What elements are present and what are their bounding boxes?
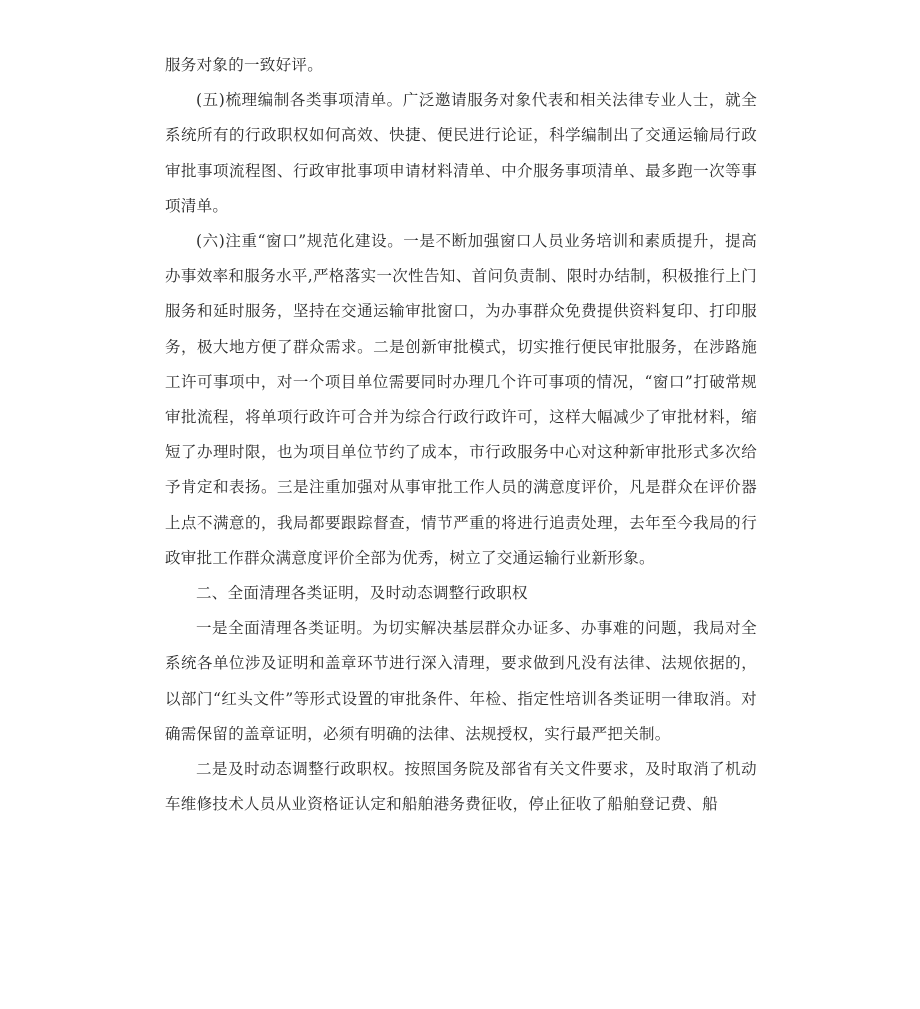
paragraph-clear-certificates: 一是全面清理各类证明。为切实解决基层群众办证多、办事难的问题，我局对全系统各单位涉及证明和盖章环节进行深入清理，要求做到凡没有法律、法规依据的，以部门“红头文件”等形式设置的审批条件、年检、指定性培训各类证明一律取消。对确需保留的盖章证明，必须有明确的法律、法规授权，实行最严把关制。 [165,619,757,743]
document-body [165,48,757,822]
paragraph-item-6: (六)注重“窗口”规范化建设。一是不断加强窗口人员业务培训和素质提升，提高办事效率和服务水平,严格落实一次性告知、首问负责制、限时办结制，积极推行上门服务和延时服务，坚持在交通运输审批窗口，为办事群众免费提供资料复印、打印服务，极大地方便了群众需求。二是创新审批模式，切实推行便民审批服务，在涉路施工许可事项中，对一个项目单位需要同时办理几个许可事项的情况，“窗口”打破常规审批流程，将单项行政许可合并为综合行政行政许可，这样大幅减少了审批材料，缩短了办理时限，也为项目单位节约了成本，市行政服务中心对这种新审批形式多次给予肯定和表扬。三是注重加强对从事审批工作人员的满意度评价，凡是群众在评价器上点不满意的，我局都要跟踪督查，情节严重的将进行追责处理，去年至今我局的行政审批工作群众满意度评价全部为优秀，树立了交通运输行业新形象。 [165,232,757,567]
section-heading-2: 二、全面清理各类证明，及时动态调整行政职权 [196,584,528,603]
paragraph-continuation: 服务对象的一致好评。 [165,56,324,74]
paragraph-adjust-powers: 二是及时动态调整行政职权。按照国务院及部省有关文件要求，及时取消了机动车维修技术人员从业资格证认定和船舶港务费征收，停止征收了船舶登记费、船 [165,760,757,814]
paragraph-item-5: (五)梳理编制各类事项清单。广泛邀请服务对象代表和相关法律专业人士，就全系统所有的行政职权如何高效、快捷、便民进行论证，科学编制出了交通运输局行政审批事项流程图、行政审批事项申请材料清单、中介服务事项清单、最多跑一次等事项清单。 [165,91,757,215]
